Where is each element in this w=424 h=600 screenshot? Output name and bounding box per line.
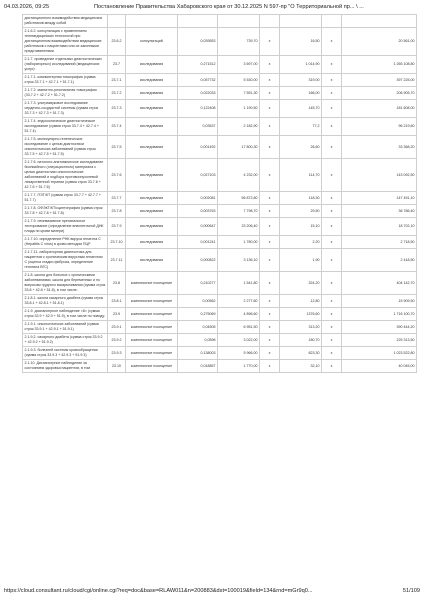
cell-name: 2.1.7.10. определение РНК вируса гепатита С (Hepatitis C virus) в крови методом ПЦР [23,236,108,249]
cell-total: 1 265 108,80 [342,56,417,74]
cell-cost: 4 896,60 [218,308,260,321]
table-row [23,136,417,159]
cell-x1: x [260,87,280,100]
table-row [23,205,417,218]
cell-val: 16,50 [280,28,322,56]
cell-name: 2.1.7.11. лабораторная диагностика для пациентов с хроническим вирусным гепатитом С (оценка стадии фиброза, определение генотипа ВГС) [23,249,108,272]
cell-x2: x [322,159,342,192]
cell-unit: исследования [126,118,178,136]
cell-val: 26,60 [280,136,322,159]
cell-norm: 0,018857 [178,360,218,373]
cell-norm: 0,002081 [178,192,218,205]
cell-val: 319,00 [280,74,322,87]
cell-unit: исследования [126,192,178,205]
cell-val: 313,20 [280,321,322,334]
table-row [23,360,417,373]
cell-x1: x [260,159,280,192]
cell-norm: 0,271512 [178,56,218,74]
cell-code: 23.6.2 [108,28,126,56]
cell-val: 29,50 [280,205,322,218]
cell-cost: 7 798,70 [218,205,260,218]
cell-total: 397 225,00 [342,74,417,87]
cell-code: 23.7.10 [108,236,126,249]
cell-total: 1 716 100,70 [342,308,417,321]
cell-code: 23.7.11 [108,249,126,272]
cell-name: 2.1.8.1. школа сахарного диабета (сумма строк 33.8.1 + 42.8.1 + 51.8.1) [23,295,108,308]
cell-x2: x [322,87,342,100]
cell-x1: x [260,295,280,308]
cell-code: 23.9.2 [108,334,126,347]
cell-val: 324,20 [280,272,322,295]
cell-total: 2 418,50 [342,249,417,272]
cell-x1: x [260,218,280,236]
cell-total: 181 608,00 [342,100,417,118]
cell-norm [178,15,218,28]
cell-x1: x [260,28,280,56]
cell-name: 2.1.7.7. ПЭТ/КТ (сумма строк 33.7.7 + 42.7.7 + 51.7.7) [23,192,108,205]
table-row [23,192,417,205]
cell-total: 33 368,20 [342,136,417,159]
table-row [23,236,417,249]
cell-x2: x [322,28,342,56]
cell-x1: x [260,56,280,74]
cell-name: 2.1.9. диспансерное наблюдение <8> (сумма строк 33.9 + 42.9 + 51.9), в том числе по поводу: [23,308,108,321]
page-number: 51/109 [402,588,420,594]
cell-name: 2.1.7.1. компьютерная томография (сумма строк 33.7.1 + 42.7.1 + 51.7.1) [23,74,108,87]
cell-norm: 0,000647 [178,218,218,236]
cell-norm: 0,057732 [178,74,218,87]
cell-unit: комплексное посещение [126,360,178,373]
cell-norm: 0,039553 [178,28,218,56]
cell-unit: комплексное посещение [126,272,178,295]
cell-name: 2.1.7.2. магнитно-резонансная томография (33.7.2 + 42.7.2 + 51.7.2) [23,87,108,100]
table-row [23,100,417,118]
cell-val: 823,30 [280,347,322,360]
cell-norm: 0,003763 [178,205,218,218]
cell-code: 23.8.1 [108,295,126,308]
cell-norm: 0,275069 [178,308,218,321]
cell-total: 390 444,20 [342,321,417,334]
cell-unit: консультаций [126,28,178,56]
cell-code: 23.7.2 [108,87,126,100]
table-row [23,56,417,74]
program-table-body [23,15,417,373]
table-row [23,295,417,308]
cell-unit [126,15,178,28]
cell-val: 114,70 [280,159,322,192]
table-row [23,272,417,295]
cell-unit: исследования [126,100,178,118]
cell-cost: 2 277,60 [218,295,260,308]
cell-norm: 0,03537 [178,118,218,136]
cell-code: 23.7.8 [108,205,126,218]
cell-name: 2.1.9.3. болезней системы кровообращения (сумма строк 33.9.3 + 42.9.3 + 51.9.3) [23,347,108,360]
cell-total: 404 142,70 [342,272,417,295]
table-row [23,249,417,272]
cell-unit: исследования [126,218,178,236]
cell-code: 23.7.1 [108,74,126,87]
cell-code: 23.7.3 [108,100,126,118]
cell-unit: исследования [126,74,178,87]
cell-name: 2.1.7.8. ОФЭКТ/КТ/сцинтиграфия (сумма строк 33.7.8 + 42.7.8 + 51.7.8) [23,205,108,218]
cell-code [108,15,126,28]
cell-unit: комплексное посещение [126,308,178,321]
cell-unit: исследования [126,249,178,272]
cell-code: 23.9 [108,308,126,321]
cell-total: 36 786,40 [342,205,417,218]
cell-cost: 3 022,00 [218,334,260,347]
cell-name: 2.1.6.2. консультация с применением телемедицинских технологий при дистанционном взаимодействии медицинских работников с пациентами или их законными представителями [23,28,108,56]
cell-code: 23.7.6 [108,159,126,192]
cell-unit: исследования [126,56,178,74]
cell-x1 [260,15,280,28]
cell-unit: исследования [126,159,178,192]
print-header [4,2,420,14]
cell-norm: 0,138003 [178,347,218,360]
table-row [23,308,417,321]
cell-unit: исследования [126,87,178,100]
cell-x2: x [322,118,342,136]
cell-norm: 0,001241 [178,236,218,249]
cell-name: 2.1.7.5. молекулярно-генетическое исследование с целью диагностики онкологических заболеваний (сумма строк 33.7.5 + 42.7.5 + 51.7.5) [23,136,108,159]
cell-x2: x [322,334,342,347]
cell-cost: 6 951,50 [218,321,260,334]
cell-x1: x [260,74,280,87]
cell-x1: x [260,321,280,334]
cell-val [280,15,322,28]
cell-cost: 17 800,30 [218,136,260,159]
cell-x2: x [322,100,342,118]
cell-code: 23.7.5 [108,136,126,159]
cell-cost: 739,70 [218,28,260,56]
table-row [23,159,417,192]
table-row [23,218,417,236]
cell-x2: x [322,308,342,321]
cell-val: 2,20 [280,236,322,249]
cell-unit: исследования [126,136,178,159]
cell-val: 1,90 [280,249,322,272]
cell-x1: x [260,100,280,118]
cell-x2: x [322,136,342,159]
table-row [23,347,417,360]
cell-norm: 0,001492 [178,136,218,159]
cell-x2: x [322,205,342,218]
cell-code: 23.9.1 [108,321,126,334]
cell-unit: комплексное посещение [126,347,178,360]
cell-name: 2.1.7. проведение отдельных диагностических (лабораторных) исследований (медицинских услуг): [23,56,108,74]
cell-val: 1 014,90 [280,56,322,74]
cell-total: 40 045,00 [342,360,417,373]
cell-x1: x [260,192,280,205]
cell-cost: 1 190,50 [218,100,260,118]
cell-cost [218,15,260,28]
cell-norm: 0,022033 [178,87,218,100]
cell-code: 23.7 [108,56,126,74]
cell-x1: x [260,334,280,347]
cell-norm: 0,00562 [178,295,218,308]
cell-x2: x [322,360,342,373]
cell-code: 23.7.9 [108,218,126,236]
cell-name: 2.1.7.9. неинвазивное пренатальное тестирование (определение внеклеточной ДНК плода по крови матери) [23,218,108,236]
cell-x1: x [260,118,280,136]
cell-code: 23.7.4 [108,118,126,136]
cell-unit: комплексное посещение [126,295,178,308]
cell-total: 1 023 522,80 [342,347,417,360]
cell-unit: исследования [126,236,178,249]
table-row [23,74,417,87]
cell-x1: x [260,360,280,373]
cell-x2: x [322,74,342,87]
cell-x1: x [260,347,280,360]
cell-total: 20 561,00 [342,28,417,56]
cell-cost: 7 551,30 [218,87,260,100]
cell-val: 77,2 [280,118,322,136]
cell-norm: 0,04505 [178,321,218,334]
cell-norm: 0,210277 [178,272,218,295]
table-row [23,87,417,100]
cell-norm: 0,0598 [178,334,218,347]
cell-total: 225 313,50 [342,334,417,347]
table-row [23,118,417,136]
cell-unit: исследования [126,205,178,218]
cell-name: 2.1.9.1. онкологических заболеваний (сумма строк 33.9.1 + 42.9.1 + 51.9.1) [23,321,108,334]
cell-name: 2.1.7.4. эндоскопическое диагностическое исследование (сумма строк 33.7.4 + 42.7.4 + 51.7.4) [23,118,108,136]
program-table [22,14,417,373]
cell-val: 118,30 [280,192,322,205]
cell-norm: 0,122408 [178,100,218,118]
cell-cost: 1 541,80 [218,272,260,295]
cell-x1: x [260,308,280,321]
cell-x1: x [260,136,280,159]
cell-x2: x [322,236,342,249]
table-row [23,334,417,347]
cell-x2: x [322,295,342,308]
cell-code: 23.10 [108,360,126,373]
cell-total: 96 219,60 [342,118,417,136]
cell-cost: 3 136,10 [218,249,260,272]
cell-name: 2.1.10. Диспансерное наблюдение за состоянием здоровья пациентов, в том [23,360,108,373]
cell-x2: x [322,321,342,334]
cell-x1: x [260,249,280,272]
cell-val: 32,10 [280,360,322,373]
cell-cost: 56 872,80 [218,192,260,205]
cell-code: 23.7.7 [108,192,126,205]
cell-unit: комплексное посещение [126,334,178,347]
cell-x2: x [322,272,342,295]
cell-code: 23.9.3 [108,347,126,360]
cell-total: 2 718,50 [342,236,417,249]
cell-name: 2.1.7.6. патолого-анатомическое исследование биопсийного (операционного) материала с целью диагностики онкологических заболеваний и подбора противоопухолевой лекарственной терапии (сумма строк 33.7.6 + 42.7.6 + 51.7.6) [23,159,108,192]
cell-name: 2.1.9.2. сахарного диабета (сумма строк 33.9.2 + 42.9.2 + 51.9.2) [23,334,108,347]
cell-total: 18 702,10 [342,218,417,236]
cell-cost: 1 770,00 [218,360,260,373]
cell-x2 [322,15,342,28]
cell-name: 2.1.8. школа для больных с хроническими заболеваниями, школа для беременных и по вопросам грудного вскармливания (сумма строк 33.8 + 42.8 + 51.8), в том числе: [23,272,108,295]
cell-norm: 0,027103 [178,159,218,192]
cell-cost: 1 780,00 [218,236,260,249]
cell-val: 12,80 [280,295,322,308]
cell-val: 180,70 [280,334,322,347]
cell-x2: x [322,192,342,205]
print-datetime: 04.03.2026, 09:25 [4,4,50,10]
cell-x2: x [322,249,342,272]
cell-x1: x [260,272,280,295]
print-footer [4,586,420,598]
document-title: Постановление Правительства Хабаровского края от 30.12.2025 N 597-пр "О Территориальной пр... \ ... [94,4,364,10]
cell-x2: x [322,347,342,360]
cell-code: 23.8 [108,272,126,295]
cell-total [342,15,417,28]
cell-val: 145,70 [280,100,322,118]
cell-cost: 4 232,00 [218,159,260,192]
cell-cost: 3 697,00 [218,56,260,74]
cell-name: 2.1.7.3. ультразвуковое исследование сердечно-сосудистой системы (сумма строк 33.7.3 + 42.7.3 + 51.7.3) [23,100,108,118]
cell-total: 206 905,70 [342,87,417,100]
cell-x2: x [322,218,342,236]
cell-cost: 2 182,90 [218,118,260,136]
cell-unit: комплексное посещение [126,321,178,334]
table-row [23,28,417,56]
cell-x1: x [260,205,280,218]
cell-cost: 23 206,40 [218,218,260,236]
cell-val: 166,00 [280,87,322,100]
cell-total: 147 491,10 [342,192,417,205]
table-row [23,15,417,28]
table-row [23,321,417,334]
cell-cost: 5 530,00 [218,74,260,87]
cell-x1: x [260,236,280,249]
cell-cost: 5 966,00 [218,347,260,360]
cell-name: дистанционного взаимодействия медицинских работников между собой [23,15,108,28]
cell-x2: x [322,56,342,74]
cell-total: 15 909,50 [342,295,417,308]
cell-norm: 0,000822 [178,249,218,272]
page-url: https://cloud.consultant.ru/cloud/cgi/online.cgi?req=doc&base=RLAW011&n=200883&dst=100019&field=134&rnd=mGr9q0... [4,588,313,594]
cell-val: 1376,60 [280,308,322,321]
cell-val: 15,10 [280,218,322,236]
cell-total: 143 092,50 [342,159,417,192]
